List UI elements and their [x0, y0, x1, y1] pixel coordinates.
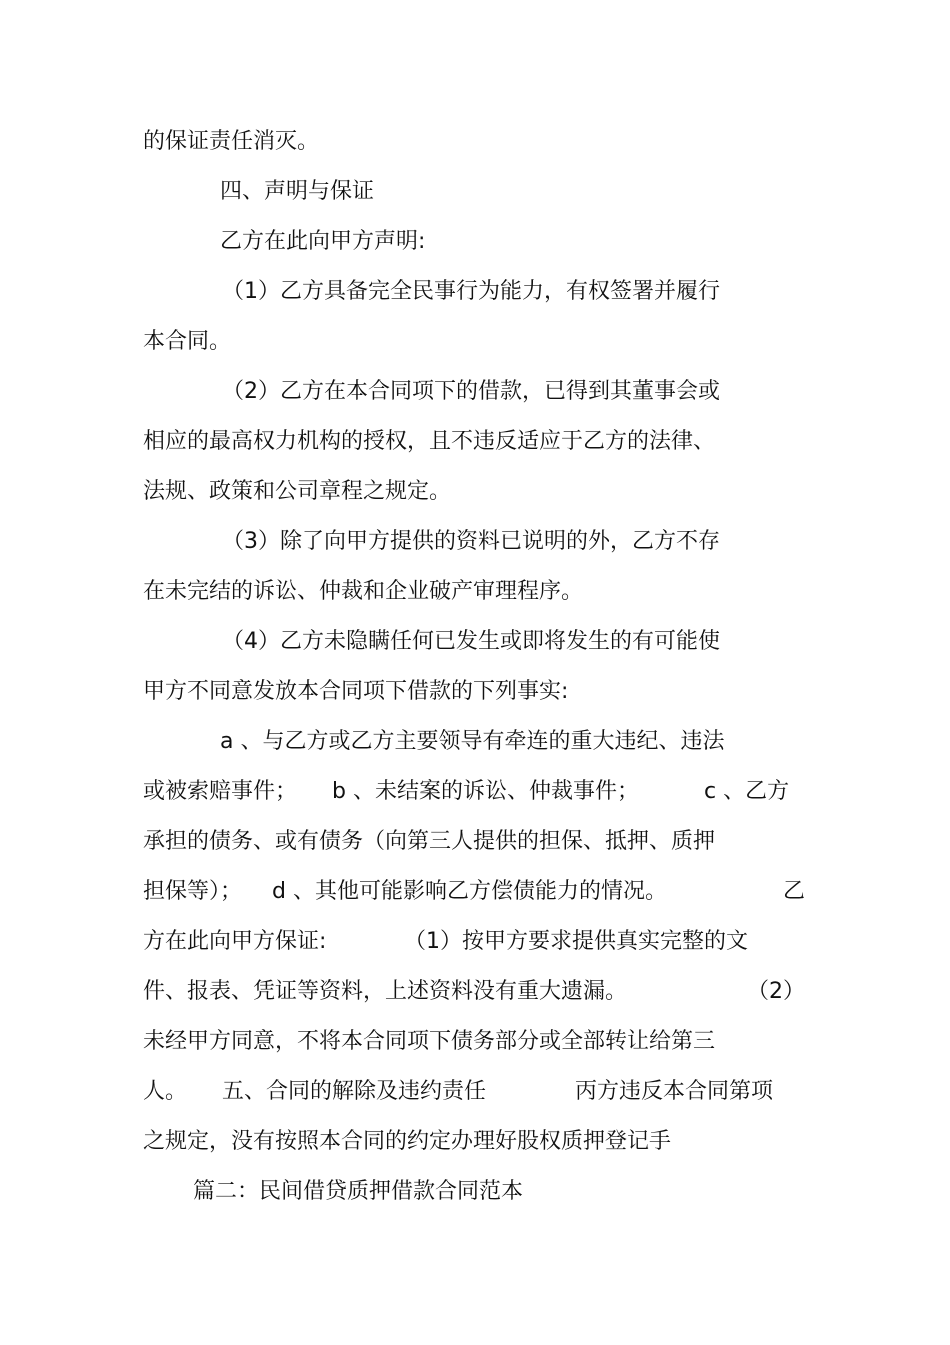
- text-line: 人。: [143, 1079, 188, 1104]
- text-line: c 、乙方: [704, 779, 790, 804]
- text-line: 的保证责任消灭。: [143, 129, 320, 154]
- text-line: （2）: [747, 979, 805, 1004]
- text-line: 乙方在此向甲方声明:: [220, 229, 426, 254]
- text-line: 在未完结的诉讼、仲裁和企业破产审理程序。: [143, 579, 584, 604]
- chapter-heading: 篇二：民间借贷质押借款合同范本: [193, 1179, 524, 1204]
- text-line: （4）乙方未隐瞒任何已发生或即将发生的有可能使: [222, 629, 720, 654]
- section-heading: 四、声明与保证: [220, 179, 375, 204]
- text-line: 丙方违反本合同第项: [575, 1079, 774, 1104]
- section-heading: 五、合同的解除及违约责任: [222, 1079, 487, 1104]
- text-line: 担保等）；: [143, 879, 243, 904]
- text-line: （1）乙方具备完全民事行为能力，有权签署并履行: [222, 279, 720, 304]
- text-line: 方在此向甲方保证:: [143, 929, 327, 954]
- text-line: a 、与乙方或乙方主要领导有牵连的重大违纪、违法: [220, 729, 725, 754]
- text-line: 乙: [783, 879, 806, 904]
- text-line: 相应的最高权力机构的授权，且不违反适应于乙方的法律、: [143, 429, 716, 454]
- text-line: 未经甲方同意，不将本合同项下债务部分或全部转让给第三: [143, 1029, 716, 1054]
- text-line: （2）乙方在本合同项下的借款，已得到其董事会或: [222, 379, 720, 404]
- text-line: （3）除了向甲方提供的资料已说明的外，乙方不存: [222, 529, 720, 554]
- text-line: （1）按甲方要求提供真实完整的文: [404, 929, 748, 954]
- text-line: d 、其他可能影响乙方偿债能力的情况。: [272, 879, 667, 904]
- text-line: 甲方不同意发放本合同项下借款的下列事实:: [143, 679, 569, 704]
- text-line: 件、报表、凭证等资料，上述资料没有重大遗漏。: [143, 979, 628, 1004]
- text-line: 之规定，没有按照本合同的约定办理好股权质押登记手: [143, 1129, 672, 1154]
- text-line: 承担的债务、或有债务（向第三人提供的担保、抵押、质押: [143, 829, 716, 854]
- text-line: b 、未结案的诉讼、仲裁事件；: [332, 779, 639, 804]
- text-line: 或被索赔事件；: [143, 779, 298, 804]
- text-line: 法规、政策和公司章程之规定。: [143, 479, 452, 504]
- text-line: 本合同。: [143, 329, 232, 354]
